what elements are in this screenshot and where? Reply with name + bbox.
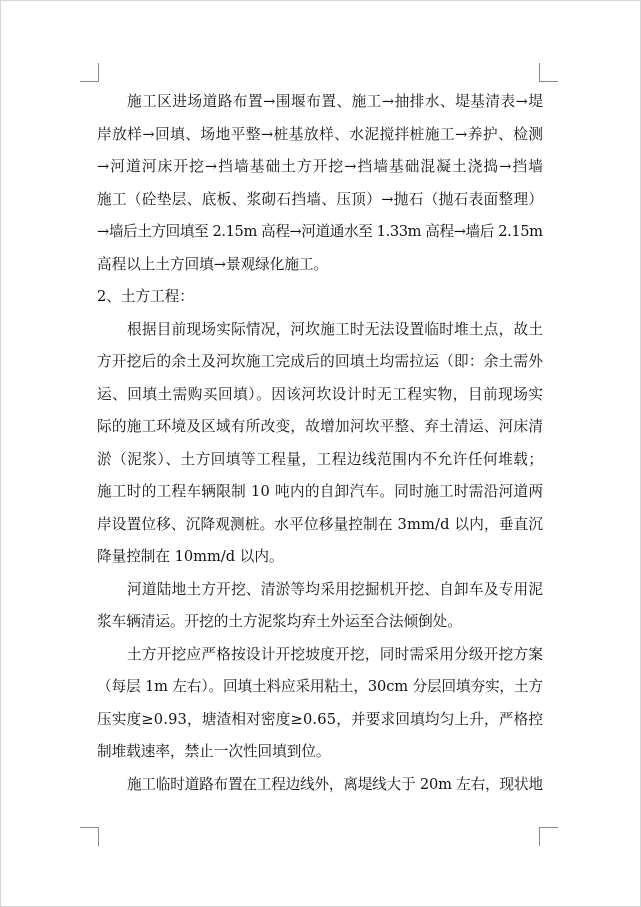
text-line-content: 施工临时道路布置在工程边线外，离堤线大于 20m 左右，现状地 [127,775,543,793]
text-line [97,184,543,217]
text-line-content: 岸设置位移、沉降观测桩。水平位移量控制在 3mm/d 以内，垂直沉 [97,515,544,533]
text-line [97,606,543,639]
text-line [97,379,543,412]
text-line-content: 降量控制在 10mm/d 以内。 [97,548,284,565]
text-line [97,411,543,444]
text-line-content: 根据目前现场实际情况，河坎施工时无法设置临时堆土点，故土 [127,320,544,338]
text-line-content: 施工时的工程车辆限制 10 吨内的自卸汽车。同时施工时需沿河道两 [97,483,544,500]
text-line [97,736,543,769]
text-line [97,671,543,704]
text-line [97,444,543,477]
margin-corner-bottom-right [539,827,558,846]
text-line-content: 际的施工环境及区域有所改变，故增加河坎平整、弃土清运、河床清 [97,418,544,435]
text-line [97,346,543,379]
text-line [97,119,543,152]
text-line-content: 土方开挖应严格按设计开挖坡度开挖，同时需采用分级开挖方案 [127,645,544,663]
text-line-content: →河道河床开挖→挡墙基础土方开挖→挡墙基础混凝土浇捣→挡墙 [97,158,545,175]
text-line [97,86,543,119]
text-line [97,541,543,574]
text-line [97,704,543,737]
text-line [97,476,543,509]
text-line [97,281,543,314]
text-line [97,574,543,607]
text-line-content: 施工（砼垫层、底板、浆砌石挡墙、压顶）→抛石（抛石表面整理） [97,190,544,208]
text-line-content: 运、回填土需购买回填）。因该河坎设计时无工程实物，目前现场实 [97,385,544,403]
text-line [97,151,543,184]
text-line [97,509,543,542]
text-line-content: 施工区进场道路布置→围堰布置、施工→抽排水、堤基清表→堤 [127,93,544,110]
text-line [97,769,543,802]
text-line-content: （每层 1m 左右）。回填土料应采用粘土，30cm 分层回填夯实，土方 [97,678,543,695]
text-line-content: 压实度≥0.93，塘渣相对密度≥0.65，并要求回填均匀上升，严格控 [97,710,544,728]
text-line-content: 制堆载速率，禁止一次性回填到位。 [97,743,331,760]
text-line [97,216,543,249]
text-line-content: 2、土方工程： [97,288,194,305]
text-line [97,314,543,347]
text-line-content: 方开挖后的余土及河坎施工完成后的回填土均需拉运（即：余土需外 [97,353,544,370]
text-line-content: 河道陆地土方开挖、清淤等均采用挖掘机开挖、自卸车及专用泥 [127,580,544,598]
margin-corner-bottom-left [80,827,99,846]
document-body [97,86,543,801]
text-line [97,639,543,672]
text-line-content: 高程以上土方回填→景观绿化施工。 [97,255,329,273]
text-line-content: 岸放样→回填、场地平整→桩基放样、水泥搅拌桩施工→养护、检测 [97,125,544,143]
text-line-content: →墙后土方回填至 2.15m 高程→河道通水至 1.33m 高程→墙后 2.15m [97,223,543,240]
margin-corner-top-right [539,63,558,82]
text-line [97,249,543,282]
text-line-content: 淤（泥浆）、土方回填等工程量，工程边线范围内不允许任何堆载； [97,450,544,468]
margin-corner-top-left [80,63,99,82]
text-line-content: 浆车辆清运。开挖的土方泥浆均弃土外运至合法倾倒处。 [97,613,462,630]
